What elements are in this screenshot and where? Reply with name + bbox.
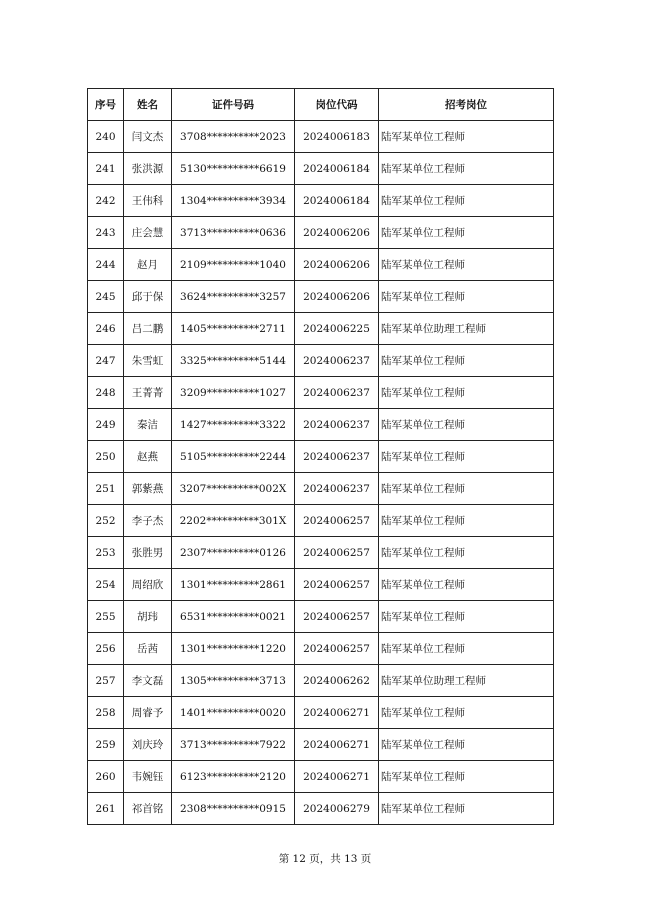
post-code-cell: 2024006237	[295, 409, 379, 441]
seq-cell: 241	[88, 153, 124, 185]
page-footer: 第 12 页，共 13 页	[278, 853, 372, 865]
post-code-cell: 2024006237	[295, 345, 379, 377]
id-number-cell: 5105**********2244	[172, 441, 295, 473]
post-title-cell: 陆军某单位工程师	[379, 537, 554, 569]
id-number-cell: 1301**********1220	[172, 633, 295, 665]
seq-cell: 255	[88, 601, 124, 633]
post-code-cell: 2024006271	[295, 729, 379, 761]
name-cell: 张洪源	[124, 153, 172, 185]
id-number-cell: 1301**********2861	[172, 569, 295, 601]
candidate-table-container	[87, 88, 554, 825]
post-title-cell: 陆军某单位工程师	[379, 249, 554, 281]
id-number-cell: 3207**********002X	[172, 473, 295, 505]
post-code-cell: 2024006237	[295, 377, 379, 409]
table-row	[88, 249, 554, 281]
header-post-code: 岗位代码	[295, 89, 379, 121]
name-cell: 赵燕	[124, 441, 172, 473]
seq-cell: 257	[88, 665, 124, 697]
post-title-cell: 陆军某单位工程师	[379, 121, 554, 153]
name-cell: 赵月	[124, 249, 172, 281]
post-title-cell: 陆军某单位工程师	[379, 345, 554, 377]
post-code-cell: 2024006183	[295, 121, 379, 153]
table-row	[88, 217, 554, 249]
name-cell: 周睿予	[124, 697, 172, 729]
post-code-cell: 2024006206	[295, 281, 379, 313]
seq-cell: 259	[88, 729, 124, 761]
post-title-cell: 陆军某单位工程师	[379, 793, 554, 825]
id-number-cell: 3209**********1027	[172, 377, 295, 409]
name-cell: 王菁菁	[124, 377, 172, 409]
table-row	[88, 409, 554, 441]
seq-cell: 261	[88, 793, 124, 825]
name-cell: 胡玮	[124, 601, 172, 633]
post-title-cell: 陆军某单位工程师	[379, 441, 554, 473]
name-cell: 王伟科	[124, 185, 172, 217]
table-row	[88, 313, 554, 345]
id-number-cell: 5130**********6619	[172, 153, 295, 185]
table-row	[88, 729, 554, 761]
name-cell: 张胜男	[124, 537, 172, 569]
id-number-cell: 6123**********2120	[172, 761, 295, 793]
post-code-cell: 2024006184	[295, 153, 379, 185]
post-code-cell: 2024006279	[295, 793, 379, 825]
seq-cell: 242	[88, 185, 124, 217]
post-title-cell: 陆军某单位工程师	[379, 601, 554, 633]
post-code-cell: 2024006271	[295, 761, 379, 793]
seq-cell: 254	[88, 569, 124, 601]
table-row	[88, 121, 554, 153]
post-title-cell: 陆军某单位工程师	[379, 761, 554, 793]
seq-cell: 248	[88, 377, 124, 409]
post-code-cell: 2024006184	[295, 185, 379, 217]
post-code-cell: 2024006257	[295, 601, 379, 633]
seq-cell: 253	[88, 537, 124, 569]
table-body	[88, 121, 554, 825]
id-number-cell: 6531**********0021	[172, 601, 295, 633]
seq-cell: 256	[88, 633, 124, 665]
name-cell: 秦洁	[124, 409, 172, 441]
post-title-cell: 陆军某单位工程师	[379, 185, 554, 217]
seq-cell: 260	[88, 761, 124, 793]
id-number-cell: 3325**********5144	[172, 345, 295, 377]
table-row	[88, 345, 554, 377]
post-title-cell: 陆军某单位助理工程师	[379, 313, 554, 345]
table-row	[88, 473, 554, 505]
post-code-cell: 2024006271	[295, 697, 379, 729]
post-title-cell: 陆军某单位工程师	[379, 281, 554, 313]
post-code-cell: 2024006257	[295, 505, 379, 537]
table-row	[88, 697, 554, 729]
post-title-cell: 陆军某单位工程师	[379, 505, 554, 537]
id-number-cell: 3708**********2023	[172, 121, 295, 153]
post-title-cell: 陆军某单位工程师	[379, 377, 554, 409]
name-cell: 岳茜	[124, 633, 172, 665]
post-code-cell: 2024006237	[295, 441, 379, 473]
post-code-cell: 2024006257	[295, 569, 379, 601]
table-row	[88, 665, 554, 697]
id-number-cell: 2308**********0915	[172, 793, 295, 825]
post-title-cell: 陆军某单位工程师	[379, 569, 554, 601]
post-title-cell: 陆军某单位工程师	[379, 697, 554, 729]
post-code-cell: 2024006206	[295, 217, 379, 249]
post-title-cell: 陆军某单位工程师	[379, 473, 554, 505]
post-title-cell: 陆军某单位工程师	[379, 633, 554, 665]
table-row	[88, 569, 554, 601]
name-cell: 吕二鹏	[124, 313, 172, 345]
id-number-cell: 1304**********3934	[172, 185, 295, 217]
table-row	[88, 377, 554, 409]
seq-cell: 240	[88, 121, 124, 153]
name-cell: 朱雪虹	[124, 345, 172, 377]
table-header-row	[88, 89, 554, 121]
id-number-cell: 3713**********0636	[172, 217, 295, 249]
seq-cell: 258	[88, 697, 124, 729]
table-row	[88, 761, 554, 793]
table-row	[88, 185, 554, 217]
id-number-cell: 2109**********1040	[172, 249, 295, 281]
id-number-cell: 2202**********301X	[172, 505, 295, 537]
id-number-cell: 1427**********3322	[172, 409, 295, 441]
candidate-table	[87, 88, 554, 825]
name-cell: 李文磊	[124, 665, 172, 697]
table-row	[88, 601, 554, 633]
name-cell: 刘庆玲	[124, 729, 172, 761]
name-cell: 庄会慧	[124, 217, 172, 249]
name-cell: 祁首铭	[124, 793, 172, 825]
table-row	[88, 153, 554, 185]
table-row	[88, 537, 554, 569]
post-code-cell: 2024006225	[295, 313, 379, 345]
header-name: 姓名	[124, 89, 172, 121]
table-row	[88, 441, 554, 473]
id-number-cell: 2307**********0126	[172, 537, 295, 569]
id-number-cell: 1401**********0020	[172, 697, 295, 729]
name-cell: 闫文杰	[124, 121, 172, 153]
post-code-cell: 2024006257	[295, 537, 379, 569]
post-title-cell: 陆军某单位助理工程师	[379, 665, 554, 697]
seq-cell: 244	[88, 249, 124, 281]
id-number-cell: 3713**********7922	[172, 729, 295, 761]
id-number-cell: 3624**********3257	[172, 281, 295, 313]
seq-cell: 247	[88, 345, 124, 377]
seq-cell: 252	[88, 505, 124, 537]
header-seq: 序号	[88, 89, 124, 121]
post-title-cell: 陆军某单位工程师	[379, 217, 554, 249]
post-title-cell: 陆军某单位工程师	[379, 409, 554, 441]
seq-cell: 249	[88, 409, 124, 441]
table-row	[88, 505, 554, 537]
id-number-cell: 1305**********3713	[172, 665, 295, 697]
name-cell: 韦婉钰	[124, 761, 172, 793]
seq-cell: 243	[88, 217, 124, 249]
seq-cell: 250	[88, 441, 124, 473]
post-code-cell: 2024006206	[295, 249, 379, 281]
table-row	[88, 633, 554, 665]
post-title-cell: 陆军某单位工程师	[379, 153, 554, 185]
table-row	[88, 793, 554, 825]
name-cell: 周绍欣	[124, 569, 172, 601]
seq-cell: 246	[88, 313, 124, 345]
post-title-cell: 陆军某单位工程师	[379, 729, 554, 761]
seq-cell: 251	[88, 473, 124, 505]
name-cell: 李子杰	[124, 505, 172, 537]
header-post-title: 招考岗位	[379, 89, 554, 121]
header-id-number: 证件号码	[172, 89, 295, 121]
seq-cell: 245	[88, 281, 124, 313]
id-number-cell: 1405**********2711	[172, 313, 295, 345]
post-code-cell: 2024006257	[295, 633, 379, 665]
table-row	[88, 281, 554, 313]
post-code-cell: 2024006237	[295, 473, 379, 505]
post-code-cell: 2024006262	[295, 665, 379, 697]
name-cell: 邱于保	[124, 281, 172, 313]
name-cell: 郭紫燕	[124, 473, 172, 505]
